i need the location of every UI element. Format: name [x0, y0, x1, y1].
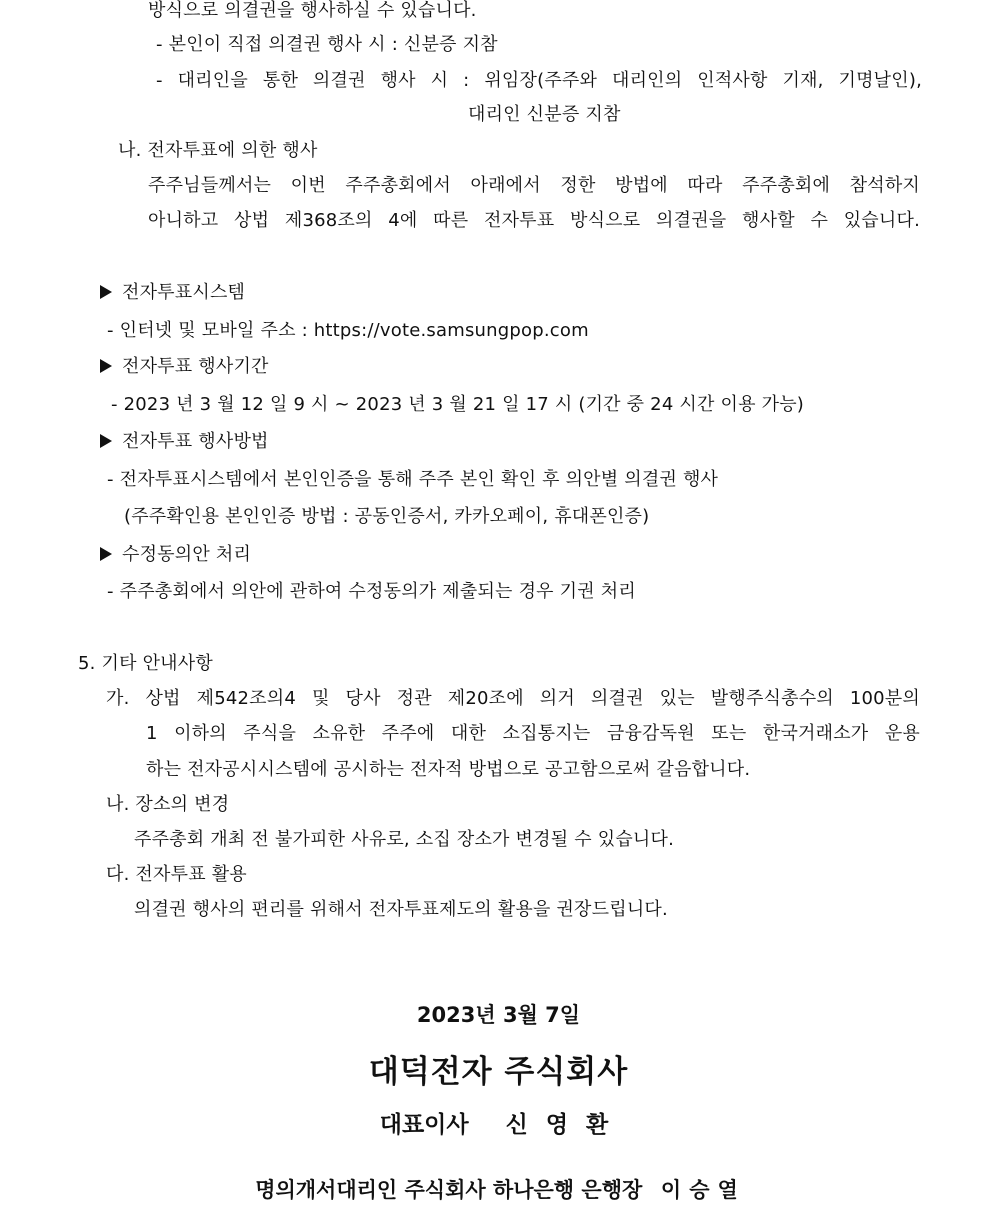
evote-body-line-2: 아니하고 상법 제368조의 4에 따른 전자투표 방식으로 의결권을 행사할 수 있습니다.	[148, 210, 920, 231]
amendment-title: 수정동의안 처리	[122, 544, 252, 565]
triangle-bullet-icon	[100, 359, 112, 373]
self-vote-line: - 본인이 직접 의결권 행사 시 : 신분증 지참	[156, 34, 498, 55]
item-da-body: 의결권 행사의 편리를 위해서 전자투표제도의 활용을 권장드립니다.	[134, 899, 668, 920]
item-ga-line-3: 하는 전자공시시스템에 공시하는 전자적 방법으로 공고함으로써 갈음합니다.	[146, 759, 751, 780]
agent-name-char: 이	[660, 1178, 682, 1202]
evote-system-title-row	[100, 282, 245, 304]
triangle-bullet-icon	[100, 547, 112, 561]
transfer-agent-line	[0, 1176, 997, 1204]
proxy-vote-line: - 대리인을 통한 의결권 행사 시 : 위임장(주주와 대리인의 인적사항 기재, 기명날인),	[156, 70, 922, 91]
item-da-title: 다. 전자투표 활용	[106, 864, 247, 885]
ceo-signature-line	[0, 1110, 997, 1140]
triangle-bullet-icon	[100, 285, 112, 299]
evote-heading: 나. 전자투표에 의한 행사	[118, 140, 318, 161]
vote-methods-intro-tail: 방식으로 의결권을 행사하실 수 있습니다.	[148, 0, 477, 21]
amendment-title-row	[100, 544, 251, 566]
evote-system-title: 전자투표시스템	[122, 282, 246, 303]
evote-period-title-row	[100, 356, 269, 378]
evote-body-line-1: 주주님들께서는 이번 주주총회에서 아래에서 정한 방법에 따라 주주총회에 참석하지	[148, 175, 920, 196]
other-info-heading: 5. 기타 안내사항	[78, 653, 213, 674]
notice-date: 2023년 3월 7일	[416, 1003, 581, 1027]
evote-method-line-1: - 전자투표시스템에서 본인인증을 통해 주주 본인 확인 후 의안별 의결권 행사	[107, 469, 719, 490]
company-name: 대덕전자 주식회사	[368, 1054, 629, 1090]
agent-name-char: 열	[717, 1178, 738, 1202]
evote-period-title: 전자투표 행사기간	[122, 356, 269, 377]
evote-method-line-2: (주주확인용 본인인증 방법 : 공동인증서, 카카오페이, 휴대폰인증)	[124, 506, 650, 527]
amendment-text: - 주주총회에서 의안에 관하여 수정동의가 제출되는 경우 기권 처리	[107, 581, 636, 602]
transfer-agent-org: 명의개서대리인 주식회사 하나은행 은행장	[255, 1178, 643, 1202]
evote-system-url: - 인터넷 및 모바일 주소 : https://vote.samsungpop.com	[107, 320, 589, 341]
evote-method-title-row	[100, 431, 269, 453]
evote-period-text: - 2023 년 3 월 12 일 9 시 ~ 2023 년 3 월 21 일 17 시 (기간 중 24 시간 이용 가능)	[111, 394, 805, 415]
item-na-body: 주주총회 개최 전 불가피한 사유로, 소집 장소가 변경될 수 있습니다.	[134, 829, 675, 850]
ceo-title: 대표이사	[379, 1112, 469, 1138]
triangle-bullet-icon	[100, 434, 112, 448]
item-ga-line-2: 1 이하의 주식을 소유한 주주에 대한 소집통지는 금융감독원 또는 한국거래소가 운용	[146, 723, 920, 744]
ceo-name-char: 신	[505, 1112, 528, 1138]
proxy-vote-line-cont: 대리인 신분증 지참	[468, 104, 621, 125]
ceo-name-char: 영	[545, 1112, 569, 1138]
ceo-name-char: 환	[586, 1112, 609, 1138]
item-ga-line-1: 가. 상법 제542조의4 및 당사 정관 제20조에 의거 의결권 있는 발행주식총수의 100분의	[106, 688, 920, 709]
item-na-title: 나. 장소의 변경	[106, 794, 230, 815]
evote-method-title: 전자투표 행사방법	[122, 431, 269, 452]
agent-name-char: 승	[689, 1178, 710, 1202]
